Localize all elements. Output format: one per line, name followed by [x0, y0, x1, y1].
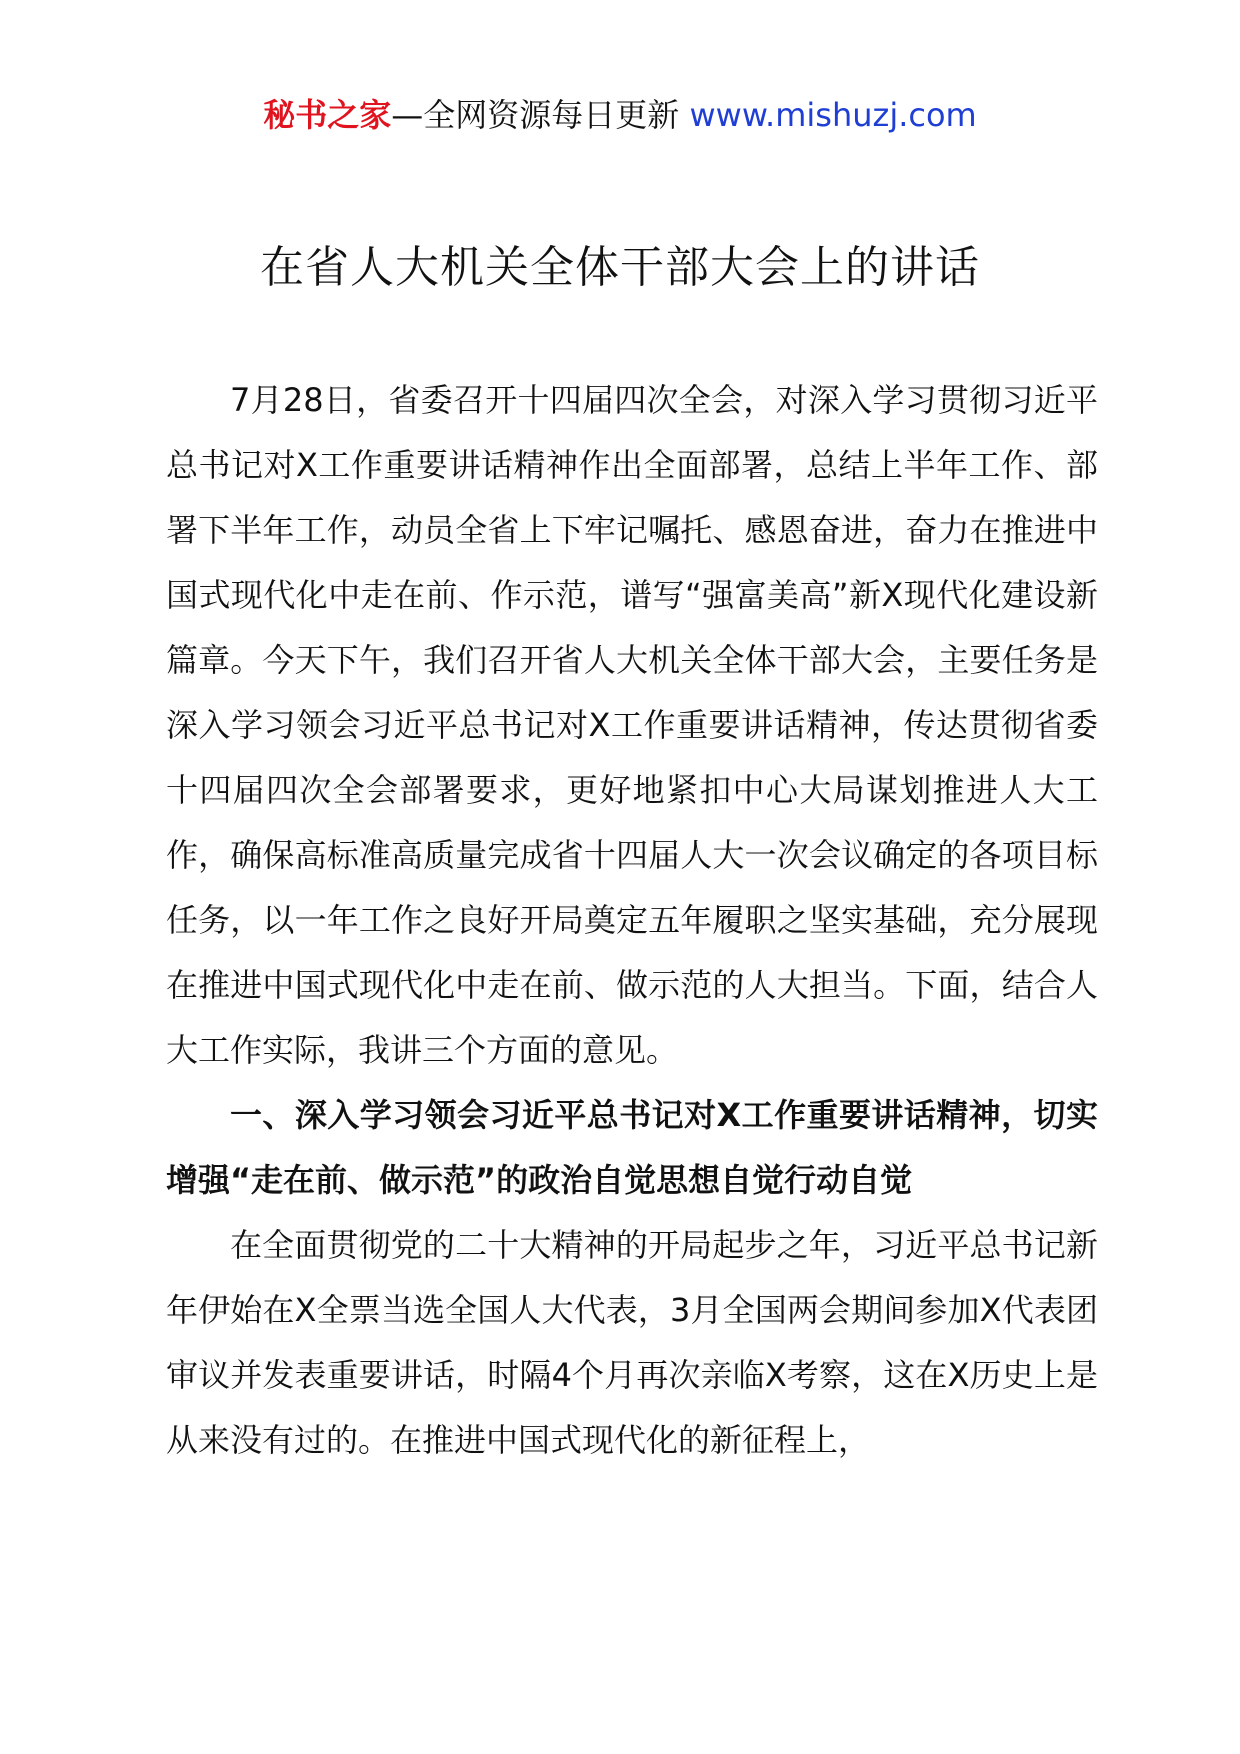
site-tagline: —全网资源每日更新 — [391, 96, 690, 134]
section-heading: 一、深入学习领会习近平总书记对X工作重要讲话精神，切实增强“走在前、做示范”的政治自觉思想自觉行动自觉 — [166, 1096, 1098, 1199]
site-url-link[interactable]: www.mishuzj.com — [689, 96, 977, 134]
document-title: 在省人大机关全体干部大会上的讲话 — [260, 242, 980, 293]
site-header — [0, 92, 1240, 138]
body-paragraph: 在全面贯彻党的二十大精神的开局起步之年，习近平总书记新年伊始在X全票当选全国人大代表，3月全国两会期间参加X代表团审议并发表重要讲话，时隔4个月再次亲临X考察，这在X历史上是从来没有过的。在推进中国式现代化的新征程上， — [166, 1226, 1098, 1459]
body-paragraph: 7月28日，省委召开十四届四次全会，对深入学习贯彻习近平总书记对X工作重要讲话精神作出全面部署，总结上半年工作、部署下半年工作，动员全省上下牢记嘱托、感恩奋进，奋力在推进中国式现代化中走在前、作示范，谱写“强富美高”新X现代化建设新篇章。今天下午，我们召开省人大机关全体干部大会，主要任务是深入学习领会习近平总书记对X工作重要讲话精神，传达贯彻省委十四届四次全会部署要求，更好地紧扣中心大局谋划推进人大工作，确保高标准高质量完成省十四届人大一次会议确定的各项目标任务，以一年工作之良好开局奠定五年履职之坚实基础，充分展现在推进中国式现代化中走在前、做示范的人大担当。下面，结合人大工作实际，我讲三个方面的意见。 — [166, 381, 1098, 1069]
document-body — [166, 368, 1098, 1473]
site-brand: 秘书之家 — [263, 96, 392, 134]
